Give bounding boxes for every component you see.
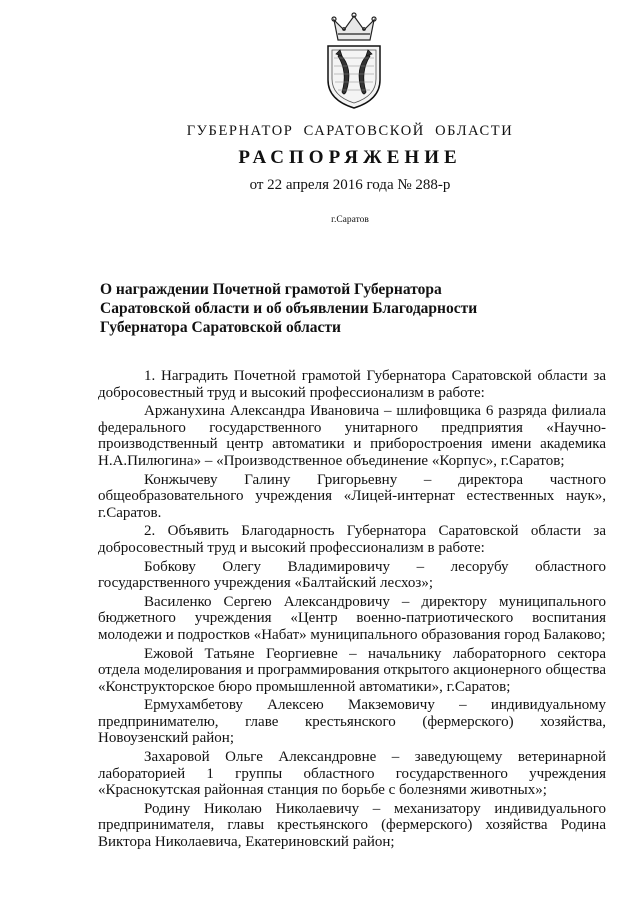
coat-of-arms-icon [316,10,392,110]
body-paragraph: Захаровой Ольге Александровне – заведующему ветеринарной лабораторией 1 группы областного государственного учреждения «Краснокутская районная станция по борьбе с болезнями животных»; [98,749,606,799]
body-paragraph: 2. Объявить Благодарность Губернатора Саратовской области за добросовестный труд и высокий профессионализм в работе: [98,523,606,556]
body-paragraph: Ежовой Татьяне Георгиевне – начальнику лабораторного сектора отдела моделирования и программирования открытого акционерного общества «Конструкторское бюро промышленной автоматики», г.Саратов; [98,645,606,695]
document-city: г.Саратов [331,215,369,225]
subject-line: Саратовской области и об объявлении Благодарности [100,300,478,317]
body-paragraph: Бобкову Олегу Владимировичу – лесорубу областного государственного учреждения «Балтайский лесхоз»; [98,558,606,592]
body-paragraph: Ермухамбетову Алексею Макземовичу – индивидуальному предпринимателю, главе крестьянского (фермерского) хозяйства, Новоузенский район; [98,697,606,747]
body-paragraph: 1. Наградить Почетной грамотой Губернатора Саратовской области за добросовестный труд и высокий профессионализм в работе: [98,368,606,401]
body-paragraph: Аржанухина Александра Ивановича – шлифовщика 6 разряда филиала федерального государственного унитарного предприятия «Научно-производственный центр автоматики и приборостроения имени академика Н.А.Пилюгина» – «Производственное объединение «Корпус», г.Саратов; [98,403,606,469]
body-paragraph: Конжычеву Галину Григорьевну – директора частного общеобразовательного учреждения «Лицей-интернат естественных наук», г.Саратов. [98,471,606,521]
document-body [98,368,606,853]
issuer-title: ГУБЕРНАТОР САРАТОВСКОЙ ОБЛАСТИ [186,123,514,139]
document-type: РАСПОРЯЖЕНИЕ [238,147,462,168]
body-paragraph: Родину Николаю Николаевичу – механизатору индивидуального предпринимателя, главы крестьянского (фермерского) хозяйства Родина Виктора Николаевича, Екатериновский район; [98,800,606,851]
document-date-number: от 22 апреля 2016 года № 288-р [249,177,451,193]
body-paragraph: Василенко Сергею Александровичу – директору муниципального бюджетного учреждения «Центр военно-патриотического воспитания молодежи и подростков «Набат» муниципального образования город Балаково; [98,593,606,643]
document-subject [100,280,520,337]
subject-line: Губернатора Саратовской области [100,319,341,336]
subject-line: О награждении Почетной грамотой Губернатора [100,281,442,298]
